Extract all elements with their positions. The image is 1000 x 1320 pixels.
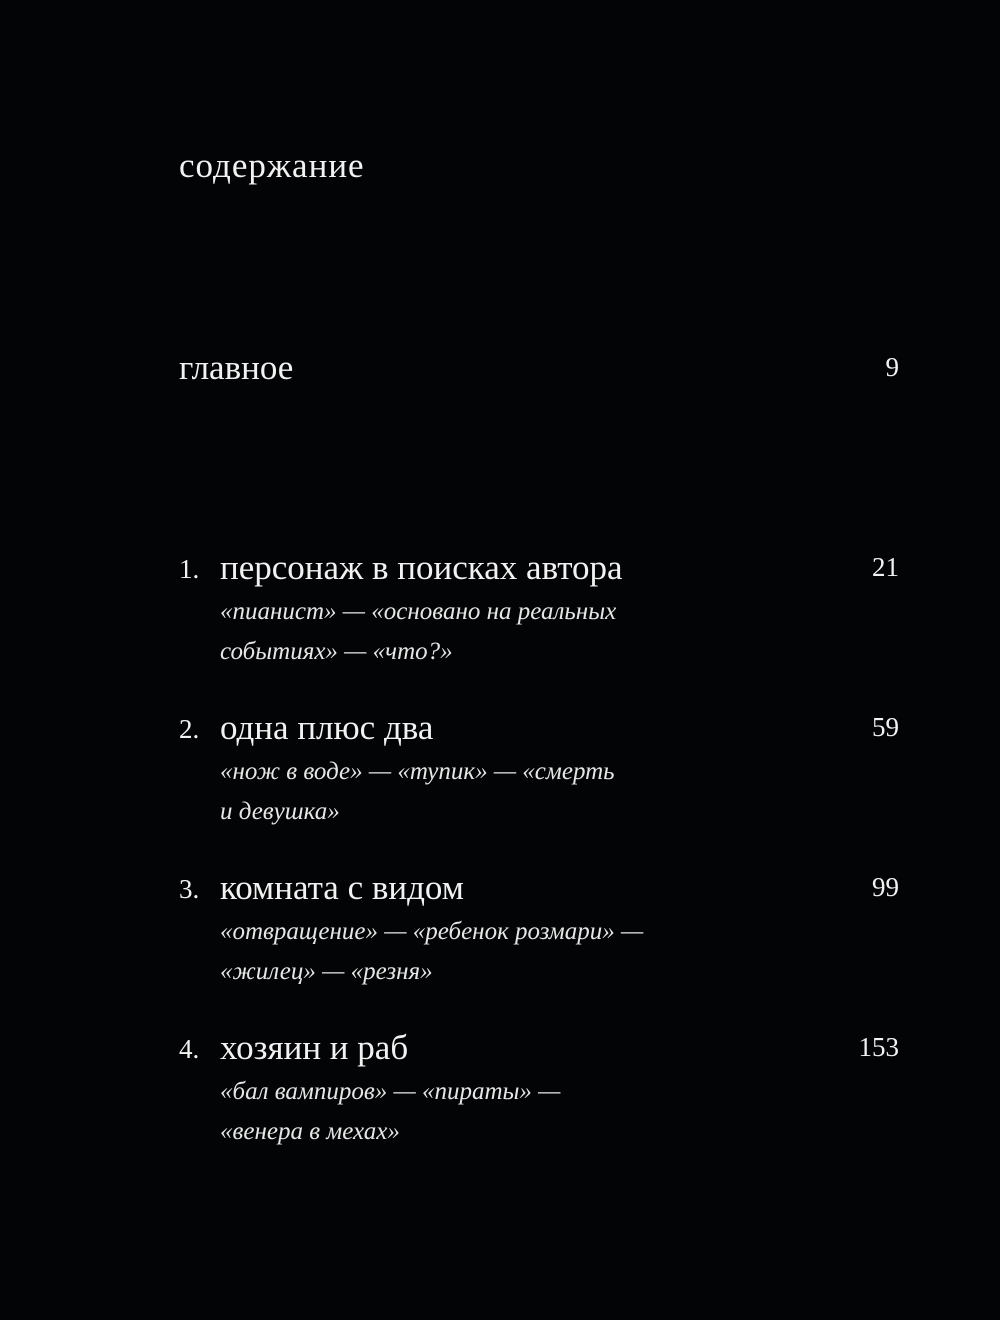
chapter-subtitle	[220, 1072, 560, 1152]
entry-title: главное	[179, 348, 294, 387]
chapter-title: одна плюс два	[220, 708, 434, 747]
subtitle-line: событиях» — «что?»	[220, 638, 453, 665]
subtitle-line: «жилец» — «резня»	[220, 958, 433, 985]
subtitle-line: «нож в воде» — «тупик» — «смерть	[220, 758, 615, 785]
chapter-title: хозяин и раб	[220, 1028, 409, 1067]
page-number: 21	[872, 552, 899, 582]
toc-heading: содержание	[179, 146, 365, 185]
chapter-subtitle	[220, 592, 616, 672]
page-number: 9	[885, 352, 899, 382]
chapter-number: 2.	[179, 714, 200, 744]
chapter-subtitle	[220, 912, 643, 992]
subtitle-line: «бал вампиров» — «пираты» —	[220, 1078, 561, 1105]
subtitle-line: «венера в мехах»	[220, 1118, 400, 1145]
page-number: 153	[858, 1032, 899, 1062]
chapter-title: комната с видом	[220, 868, 464, 907]
page-number: 59	[872, 712, 899, 742]
chapter-title: персонаж в поисках автора	[220, 548, 623, 587]
chapter-number: 3.	[179, 874, 200, 904]
subtitle-line: «пианист» — «основано на реальных	[220, 598, 617, 625]
chapter-number: 4.	[179, 1034, 200, 1064]
chapter-number: 1.	[179, 554, 200, 584]
chapter-subtitle	[220, 752, 615, 832]
subtitle-line: «отвращение» — «ребенок розмари» —	[220, 918, 644, 945]
page-number: 99	[872, 872, 899, 902]
subtitle-line: и девушка»	[220, 798, 340, 825]
